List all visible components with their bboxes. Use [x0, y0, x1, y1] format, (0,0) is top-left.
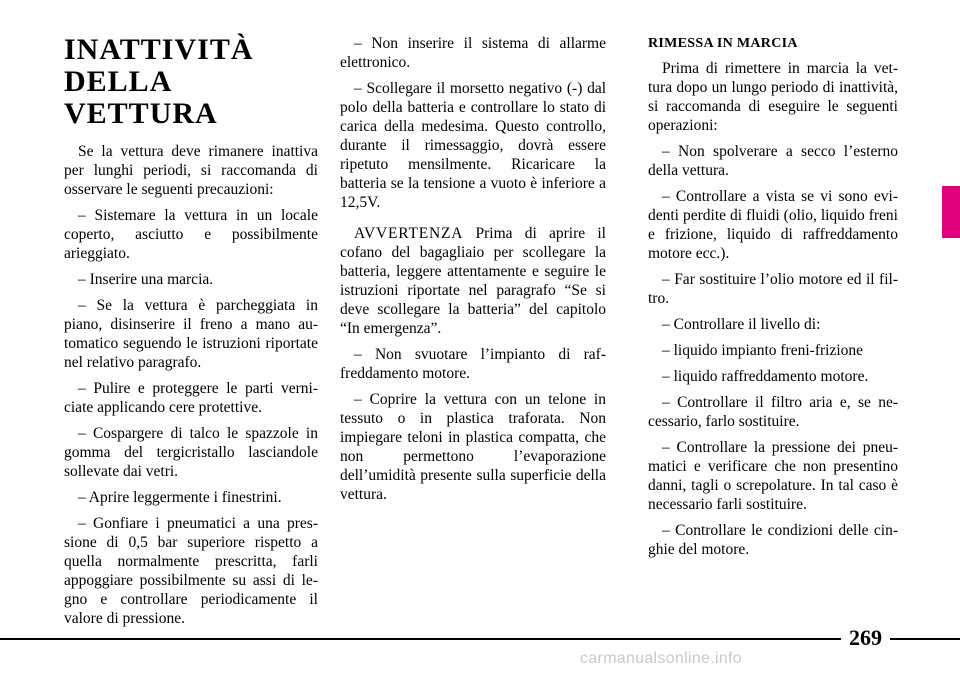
paragraph: – Non inserire il sistema di allarme elettronico. [340, 35, 606, 71]
paragraph: – Controllare il filtro aria e, se necessario, farlo sostituire. [648, 394, 898, 430]
section-heading: RIMESSA IN MARCIA [648, 36, 798, 51]
warning-text: Prima di aprire il cofano del bagagliaio per scollegare la batteria, leggere attentamente e seguire le istruzioni riportate nel paragrafo “Se si deve scollegare la batteria” del capitolo “In emergenza”. [340, 225, 606, 337]
paragraph: Prima di rimettere in marcia la vettura dopo un lungo periodo di inattività, si raccomanda di eseguire le seguenti operazioni: [648, 60, 898, 134]
page-number: 269 [841, 626, 890, 650]
paragraph: – Non svuotare l’impianto di raffreddamento motore. [340, 346, 606, 382]
paragraph: – Coprire la vettura con un telone in tessuto o in plastica traforata. Non impiegare teloni in plastica compatta, che non permettono l’evaporazione dell’umidità presente sulla superficie della vettura. [340, 391, 606, 503]
title-line-2: DELLA VETTURA [64, 65, 218, 130]
paragraph: – liquido raffreddamento motore. [662, 368, 869, 385]
paragraph: – Controllare a vista se vi sono evidenti perdite di fluidi (olio, liquido freni e frizione, liquido di raffreddamento motore ecc.). [648, 188, 898, 262]
paragraph: – Cospargere di talco le spazzole in gomma del tergicristallo lasciandole sollevate dai vetri. [64, 425, 318, 480]
paragraph: – Far sostituire l’olio motore ed il filtro. [648, 271, 898, 307]
column-right [648, 34, 898, 566]
title-line-1: INATTIVITÀ [64, 33, 254, 66]
paragraph: Se la vettura deve rimanere inattiva per lunghi periodi, si raccomanda di osservare le seguenti precauzioni: [64, 143, 318, 198]
footer-rule [0, 638, 960, 640]
warning-label: AVVERTENZA [354, 225, 464, 242]
paragraph: – Aprire leggermente i finestrini. [78, 489, 282, 506]
column-left [64, 34, 318, 635]
paragraph: – Controllare la pressione dei pneumatici e verificare che non presentino danni, tagli o screpolature. In tal caso è necessario farli sostituire. [648, 439, 898, 513]
page-title [64, 34, 318, 130]
warning-paragraph [340, 224, 606, 338]
paragraph: – Se la vettura è parcheggiata in piano, disinserire il freno a mano automatico seguendo le istruzioni riportate nel relativo paragrafo. [64, 297, 318, 371]
paragraph: – Non spolverare a secco l’esterno della vettura. [648, 143, 898, 179]
paragraph: – Gonfiare i pneumatici a una pressione di 0,5 bar superiore rispetto a quella normalmente prescritta, farli appoggiare possibilmente su assi di legno e controllare periodicamente il valore di pressione. [64, 515, 318, 627]
paragraph: – liquido impianto freni-frizione [662, 342, 864, 359]
watermark: carmanualsonline.info [580, 650, 742, 667]
column-middle [340, 34, 606, 511]
paragraph: – Pulire e proteggere le parti verniciate applicando cere protettive. [64, 380, 318, 416]
paragraph: – Controllare il livello di: [662, 316, 821, 333]
section-tab-marker [942, 186, 960, 238]
paragraph: – Inserire una marcia. [78, 271, 214, 288]
paragraph: – Sistemare la vettura in un locale coperto, asciutto e possibilmente arieggiato. [64, 207, 318, 262]
paragraph: – Scollegare il morsetto negativo (-) dal polo della batteria e controllare lo stato di carica della medesima. Questo controllo, durante il rimessaggio, dovrà essere ripetuto mensilmente. Ricaricare la batteria se la tensione a vuoto è inferiore a 12,5V. [340, 80, 606, 211]
paragraph: – Controllare le condizioni delle cinghie del motore. [648, 522, 898, 558]
